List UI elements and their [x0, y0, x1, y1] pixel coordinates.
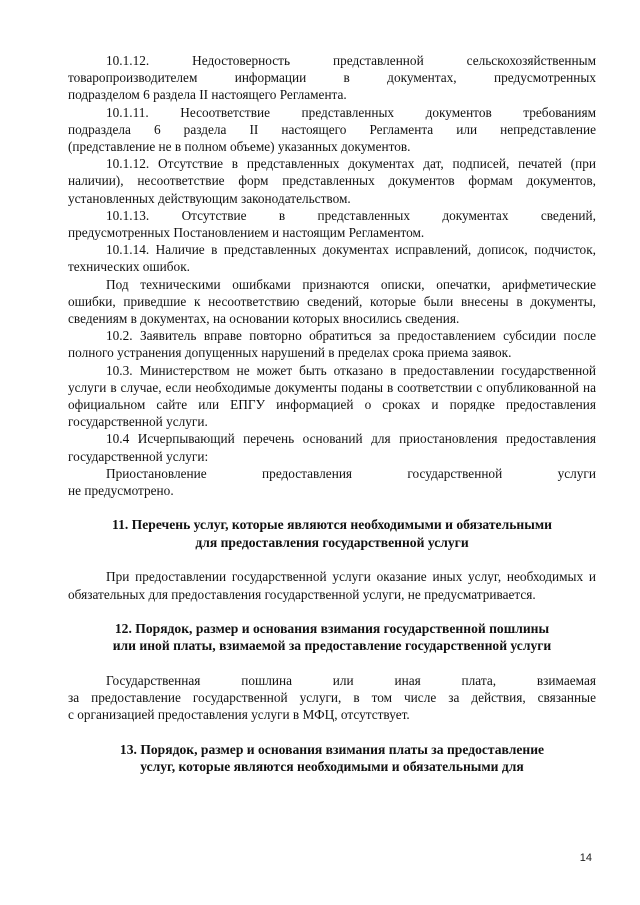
document-page — [68, 52, 596, 776]
section-heading-12 — [68, 620, 596, 655]
section-heading-13 — [68, 741, 596, 776]
text-line: (представление не в полном объеме) указанных документов. — [68, 139, 411, 155]
heading-line: 12. Порядок, размер и основания взимания государственной пошлины — [114, 620, 550, 636]
text-line: не предусмотрено. — [68, 483, 174, 499]
text-line: предусмотренных Постановлением и настоящим Регламентом. — [68, 225, 425, 241]
paragraph-technical-errors: Под техническими ошибками признаются описки, опечатки, арифметические ошибки, приведшие к несоответствию сведений, которые были внесены в документы, сведениям в документах, на основании которых вносились сведения. — [68, 276, 596, 327]
paragraph-10-4: 10.4 Исчерпывающий перечень оснований для приостановления предоставления государственной услуги: — [68, 431, 596, 464]
page-number: 14 — [579, 852, 592, 864]
paragraph-10-1-13 — [68, 207, 596, 241]
text-line: подраздела 6 раздела II настоящего Регламента или непредставление — [68, 121, 596, 137]
text-line: Государственная пошлина или иная плата, взимаемая — [106, 673, 596, 689]
paragraph-section-11: При предоставлении государственной услуги оказание иных услуг, необходимых и обязательных для предоставления государственной услуги, не предусматривается. — [68, 569, 596, 602]
paragraph-10-1-14: 10.1.14. Наличие в представленных документах исправлений, дописок, подчисток, технических ошибок. — [68, 242, 596, 275]
text-line: за предоставление государственной услуги, в том числе за действия, связанные — [68, 690, 596, 706]
paragraph-10-3: 10.3. Министерством не может быть отказано в предоставлении государственной услуги в случае, если необходимые документы поданы в соответствии с опубликованной на официальном сайте или ЕПГУ информацией о сроках и порядке предоставления государственной услуги. — [68, 362, 596, 430]
text-line: товаропроизводителем информации в документах, предусмотренных — [68, 70, 596, 86]
paragraph-section-12 — [68, 672, 596, 724]
paragraph-10-1-11 — [68, 104, 596, 156]
text-line: Приостановление предоставления государственной услуги — [106, 465, 596, 481]
text-line: 10.1.12. Недостоверность представленной сельскохозяйственным — [106, 53, 596, 68]
text-line: с организацией предоставления услуги в МФЦ, отсутствует. — [68, 707, 410, 723]
heading-line: или иной платы, взимаемой за предоставление государственной услуги — [112, 638, 552, 654]
heading-line: для предоставления государственной услуги — [195, 534, 469, 550]
paragraph-10-1-12-b: 10.1.12. Отсутствие в представленных документах дат, подписей, печатей (при наличии), несоответствие форм представленных документов формам документов, установленных действующим законодательством. — [68, 156, 596, 206]
paragraph-suspension — [68, 465, 596, 499]
text-line: подразделом 6 раздела II настоящего Регламента. — [68, 87, 347, 103]
section-heading-11 — [68, 516, 596, 551]
heading-line: услуг, которые являются необходимыми и обязательными для — [140, 759, 524, 775]
text-line: 10.1.11. Несоответствие представленных документов требованиям — [106, 104, 596, 120]
paragraph-10-2: 10.2. Заявитель вправе повторно обратиться за предоставлением субсидии после полного устранения допущенных нарушений в пределах срока приема заявок. — [68, 328, 596, 361]
paragraph-10-1-12-a — [68, 52, 596, 104]
heading-line: 11. Перечень услуг, которые являются необходимыми и обязательными — [112, 517, 552, 533]
text-line: 10.1.13. Отсутствие в представленных документах сведений, — [106, 207, 596, 223]
heading-line: 13. Порядок, размер и основания взимания платы за предоставление — [119, 741, 545, 757]
